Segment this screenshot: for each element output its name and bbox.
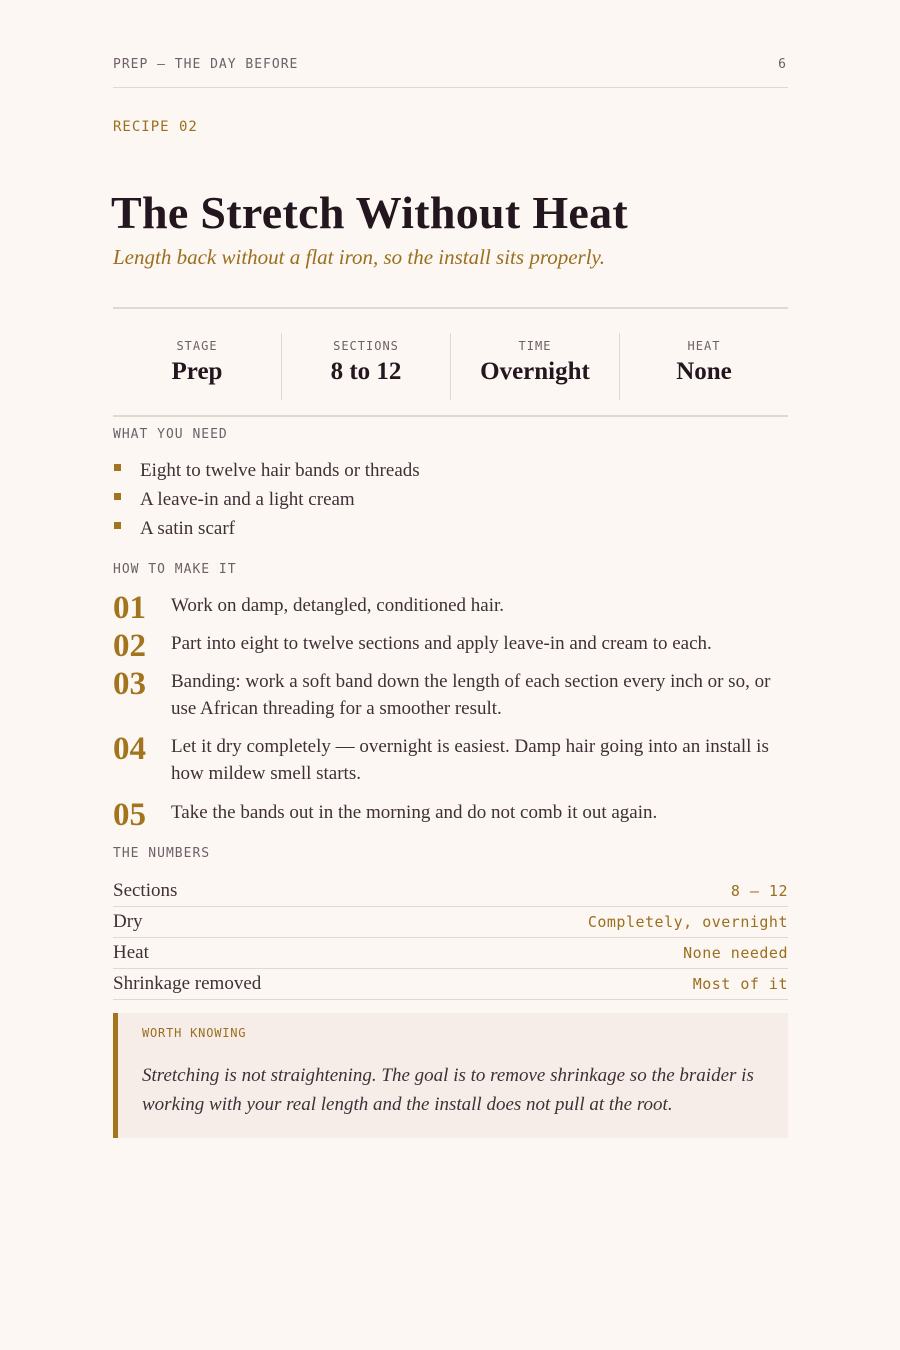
callout-label: WORTH KNOWING <box>142 1026 247 1040</box>
list-item-text: A satin scarf <box>140 518 235 539</box>
page-subtitle: Length back without a flat iron, so the install sits properly. <box>113 245 605 269</box>
stat-value: Prep <box>171 358 223 385</box>
callout-text: Stretching is not straightening. The goal is to remove shrinkage so the braider is working with your real length and the install does not pull at the root. <box>142 1065 754 1115</box>
step-number: 05 <box>113 797 146 833</box>
stat-label: STAGE <box>176 339 218 353</box>
numbers-table <box>113 876 788 1000</box>
step-text: Banding: work a soft band down the length of each section every inch or so, or use African threading for a smoother result. <box>171 671 771 719</box>
running-head-section: PREP — THE DAY BEFORE <box>113 57 299 72</box>
step-text: Work on damp, detangled, conditioned hair. <box>171 595 505 616</box>
list-item <box>113 485 420 514</box>
stat-stage <box>113 333 282 400</box>
numbers-heading: THE NUMBERS <box>113 846 211 861</box>
worth-knowing-callout <box>113 1013 788 1138</box>
row-value: Completely, overnight <box>587 913 788 931</box>
running-head <box>113 57 787 72</box>
table-row <box>113 907 788 938</box>
stat-label: SECTIONS <box>333 339 399 353</box>
stat-label: HEAT <box>687 339 721 353</box>
square-bullet-icon <box>114 522 121 529</box>
stat-heat <box>620 333 788 400</box>
table-row <box>113 876 788 907</box>
step-text: Take the bands out in the morning and do not comb it out again. <box>171 802 658 823</box>
stat-value: None <box>676 358 732 385</box>
needs-list <box>113 456 420 543</box>
step-text: Part into eight to twelve sections and apply leave-in and cream to each. <box>171 633 712 654</box>
list-item-text: Eight to twelve hair bands or threads <box>140 460 420 481</box>
list-item <box>113 514 420 543</box>
step-number: 04 <box>113 731 146 767</box>
stat-sections <box>282 333 451 400</box>
stat-time <box>451 333 620 400</box>
row-key: Heat <box>113 942 149 963</box>
row-key: Shrinkage removed <box>113 973 262 994</box>
list-item <box>113 456 420 485</box>
step-number: 02 <box>113 628 146 664</box>
row-value: None needed <box>683 944 788 962</box>
stats-top-divider <box>113 307 788 309</box>
stat-value: 8 to 12 <box>330 358 402 385</box>
square-bullet-icon <box>114 493 121 500</box>
recipe-number: RECIPE 02 <box>113 119 198 135</box>
stat-label: TIME <box>518 339 552 353</box>
row-value: 8 – 12 <box>730 882 788 900</box>
header-divider <box>113 87 788 88</box>
table-row <box>113 938 788 969</box>
page-number: 6 <box>778 57 787 72</box>
stats-bottom-divider <box>113 415 788 417</box>
needs-heading: WHAT YOU NEED <box>113 427 228 442</box>
row-key: Dry <box>113 911 143 932</box>
steps-heading: HOW TO MAKE IT <box>113 562 237 577</box>
stats-bar <box>113 333 788 400</box>
stat-value: Overnight <box>480 358 590 385</box>
step-number: 01 <box>113 590 146 626</box>
row-key: Sections <box>113 880 178 901</box>
table-row <box>113 969 788 1000</box>
step-number: 03 <box>113 666 146 702</box>
list-item-text: A leave-in and a light cream <box>140 489 355 510</box>
page-title: The Stretch Without Heat <box>111 187 629 238</box>
square-bullet-icon <box>114 464 121 471</box>
row-value: Most of it <box>692 975 788 993</box>
step-text: Let it dry completely — overnight is easiest. Damp hair going into an install is how mildew smell starts. <box>171 736 769 784</box>
